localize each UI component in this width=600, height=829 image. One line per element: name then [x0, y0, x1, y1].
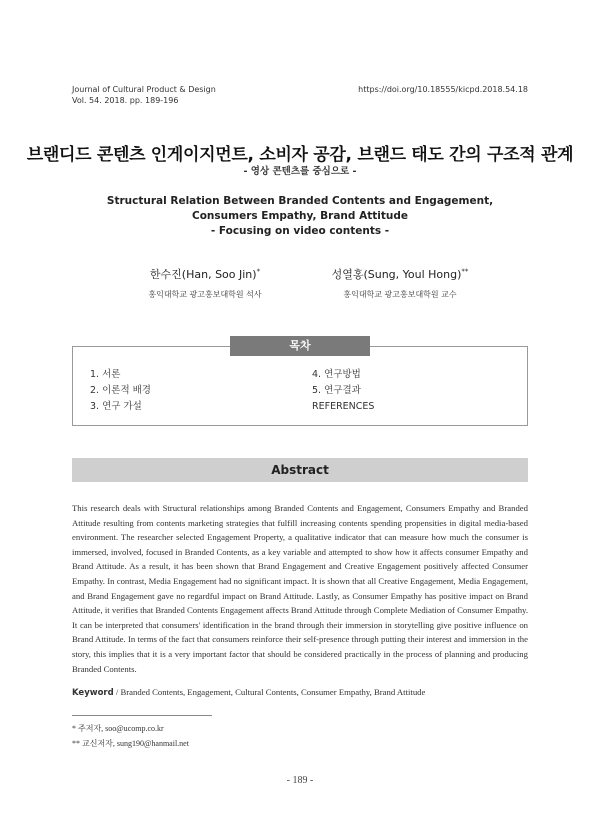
keyword-text: / Branded Contents, Engagement, Cultural Contents, Consumer Empathy, Brand Attitude	[113, 687, 426, 697]
abstract-body: This research deals with Structural relationships among Branded Contents and Engagement, Consumers Empathy and Branded Attitude resulting from contents marketing strategies that fulfill increasing contents spending propensities in digital media-based environment. The researcher selected Engagement Property, a qualitative indicator that can measure how much the consumer is immersed, involved, focused in Branded Contents, as a key variable and attempted to show how it affects consumer Empathy and Brand Attitude. As a result, it has been shown that Brand Engagement and Creative Engagement positively affected Consumer Empathy. In contrast, Media Engagement had no significant impact. It is shown that all Creative Engagement, Media Engagement, and Brand Engagement gave no regardful impact on Brand Attitude. Lastly, as Consumer Empathy has positive impact on Brand Attitude, it verifies that Branded Contents Engagement affects Brand Attitude through Complete Mediation of Consumer Empathy. It can be interpreted that consumers' identification in the brand through their immersion in storytelling give positive influence on Brand Attitude. In terms of the fact that consumers reinforce their self-presence through putting their interest and immersion in the story, this implies that it is a very important factor that should be considered practically in the process of planning and producing Branded Contents.	[72, 503, 528, 674]
toc-heading: 목차	[230, 336, 370, 356]
author-2-mark: **	[461, 267, 469, 276]
journal-info	[72, 84, 216, 106]
toc-left-column	[90, 367, 151, 415]
english-title-line2: Consumers Empathy, Brand Attitude	[192, 210, 408, 222]
journal-name: Journal of Cultural Product & Design	[72, 85, 216, 94]
page-number: - 189 -	[286, 775, 314, 786]
footnote-divider	[72, 715, 212, 716]
keyword-label: Keyword	[72, 688, 114, 698]
doi-link[interactable]: https://doi.org/10.18555/kicpd.2018.54.18	[358, 85, 528, 94]
toc-item: 2. 이론적 배경	[90, 385, 151, 396]
journal-volume: Vol. 54. 2018. pp. 189-196	[72, 96, 179, 105]
author-2-name: 성열홍(Sung, Youl Hong)	[331, 268, 462, 281]
footnote-1: * 주저자, soo@ucomp.co.kr	[72, 724, 164, 733]
korean-title: 브랜디드 콘텐츠 인게이지먼트, 소비자 공감, 브랜드 태도 간의 구조적 관계	[26, 145, 574, 165]
korean-subtitle: - 영상 콘텐츠를 중심으로 -	[243, 166, 357, 177]
toc-right-column	[312, 367, 374, 415]
footnote-2: ** 교신저자, sung190@hanmail.net	[72, 739, 189, 748]
author-2-affiliation: 홍익대학교 광고홍보대학원 교수	[343, 290, 457, 299]
toc-item: 4. 연구방법	[312, 369, 361, 380]
toc-item: 5. 연구결과	[312, 385, 361, 396]
author-2	[315, 266, 485, 282]
toc-item: 1. 서론	[90, 369, 121, 380]
footnotes	[72, 721, 189, 751]
author-1	[120, 266, 290, 282]
author-1-affiliation: 홍익대학교 광고홍보대학원 석사	[148, 290, 262, 299]
keyword-line	[72, 687, 528, 698]
toc-item: 3. 연구 가설	[90, 401, 142, 412]
english-title-line1: Structural Relation Between Branded Contents and Engagement,	[106, 195, 494, 207]
author-1-name: 한수진(Han, Soo Jin)	[149, 268, 257, 281]
abstract-heading: Abstract	[72, 458, 528, 482]
author-1-mark: *	[256, 267, 261, 276]
english-title	[0, 194, 600, 239]
toc-item: REFERENCES	[312, 401, 375, 412]
english-title-line3: - Focusing on video contents -	[210, 225, 390, 237]
